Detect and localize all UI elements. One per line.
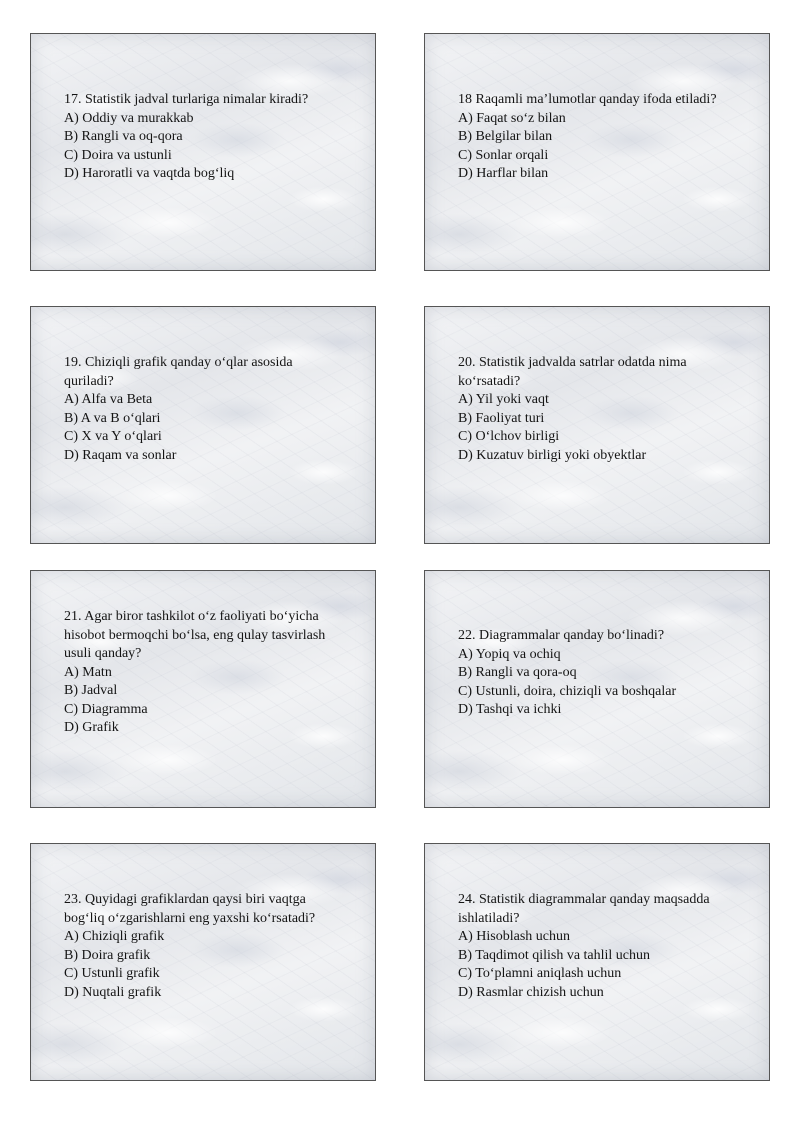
question-card-20 (424, 306, 770, 544)
question-text-line-1: 20. Statistik jadvalda satrlar odatda nima (458, 355, 687, 370)
option-d: D) Nuqtali grafik (64, 984, 162, 1000)
question-text-line-3: usuli qanday? (64, 646, 142, 661)
option-d: D) Grafik (64, 720, 119, 735)
option-c: C) Ustunli grafik (64, 966, 160, 981)
question-card-18 (424, 33, 770, 271)
question-block (458, 354, 759, 465)
option-c: C) O‘lchov birligi (458, 429, 560, 444)
question-card-24 (424, 843, 770, 1081)
option-b: B) Rangli va qora-oq (458, 665, 577, 680)
question-text-line-1: 21. Agar biror tashkilot o‘z faoliyati bo‘yicha (64, 609, 319, 624)
question-block (64, 354, 365, 465)
option-c: C) Ustunli, doira, chiziqli va boshqalar (458, 683, 677, 699)
option-a: A) Faqat so‘z bilan (458, 110, 566, 126)
question-text-line-2: ko‘rsatadi? (458, 373, 521, 389)
question-text-line-1: 23. Quyidagi grafiklardan qaysi biri vaqtga (64, 892, 306, 907)
option-a: A) Hisoblash uchun (458, 929, 570, 944)
option-a: A) Alfa va Beta (64, 392, 153, 407)
question-card-23 (30, 843, 376, 1081)
option-d: D) Harflar bilan (458, 166, 549, 181)
question-text-line-2: quriladi? (64, 373, 114, 389)
question-card-19 (30, 306, 376, 544)
question-block (458, 91, 759, 184)
question-text-line-2: ishlatiladi? (458, 910, 520, 926)
option-c: C) Sonlar orqali (458, 147, 549, 163)
question-text: 22. Diagrammalar qanday bo‘linadi? (458, 628, 665, 643)
question-card-17 (30, 33, 376, 271)
option-d: D) Raqam va sonlar (64, 447, 177, 463)
option-a: A) Yil yoki vaqt (458, 392, 549, 407)
question-block (64, 608, 365, 738)
option-c: C) Diagramma (64, 701, 148, 717)
question-text: 18 Raqamli ma’lumotlar qanday ifoda etiladi? (458, 92, 717, 107)
question-text-line-1: 24. Statistik diagrammalar qanday maqsadda (458, 892, 710, 907)
option-c: C) To‘plamni aniqlash uchun (458, 966, 622, 981)
question-text-line-2: hisobot bermoqchi bo‘lsa, eng qulay tasvirlash (64, 627, 326, 643)
option-d: D) Kuzatuv birligi yoki obyektlar (458, 447, 647, 463)
option-a: A) Oddiy va murakkab (64, 110, 194, 126)
question-block (64, 891, 365, 1002)
option-c: C) X va Y o‘qlari (64, 429, 162, 444)
option-b: B) Doira grafik (64, 947, 151, 963)
question-text-line-2: bog‘liq o‘zgarishlarni eng yaxshi ko‘rsatadi? (64, 910, 316, 926)
option-a: A) Yopiq va ochiq (458, 646, 561, 662)
option-b: B) Jadval (64, 683, 118, 698)
option-d: D) Tashqi va ichki (458, 702, 562, 717)
option-a: A) Matn (64, 664, 112, 680)
option-a: A) Chiziqli grafik (64, 929, 165, 944)
question-block (64, 91, 365, 184)
option-b: B) Rangli va oq-qora (64, 129, 183, 144)
question-block (458, 891, 759, 1002)
option-b: B) Taqdimot qilish va tahlil uchun (458, 947, 651, 963)
question-card-21 (30, 570, 376, 808)
question-text-line-1: 19. Chiziqli grafik qanday o‘qlar asosida (64, 355, 293, 370)
option-c: C) Doira va ustunli (64, 147, 172, 163)
option-b: B) Faoliyat turi (458, 410, 545, 426)
option-d: D) Haroratli va vaqtda bog‘liq (64, 166, 235, 181)
question-block (458, 627, 759, 720)
option-b: B) Belgilar bilan (458, 129, 553, 144)
question-card-22 (424, 570, 770, 808)
option-b: B) A va B o‘qlari (64, 410, 161, 426)
option-d: D) Rasmlar chizish uchun (458, 984, 604, 1000)
question-text: 17. Statistik jadval turlariga nimalar kiradi? (64, 92, 309, 107)
